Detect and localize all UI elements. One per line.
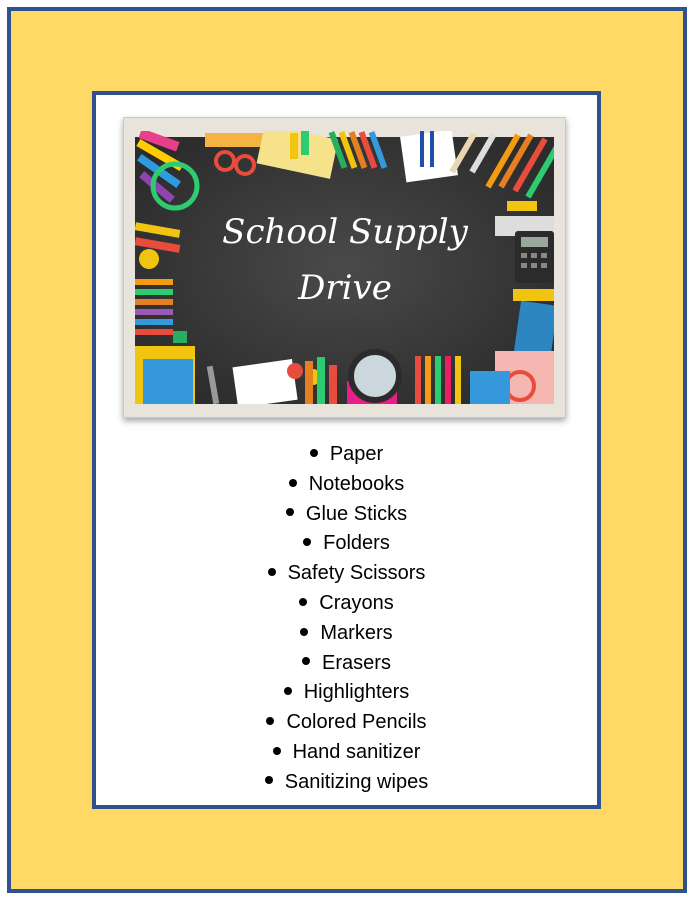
- list-item: [96, 768, 597, 798]
- list-item-label: Crayons: [319, 591, 394, 614]
- list-item-label: Folders: [323, 532, 390, 555]
- school-supply-banner: [123, 117, 566, 418]
- bullet-icon: [310, 449, 318, 457]
- list-item-label: Glue Sticks: [305, 502, 408, 525]
- list-item: [96, 678, 597, 708]
- bullet-icon: [299, 598, 307, 606]
- list-item: [96, 738, 597, 768]
- list-item: [96, 470, 597, 500]
- list-item-label: Erasers: [322, 651, 391, 674]
- bullet-icon: [284, 687, 292, 695]
- banner-title-line1: School Supply: [222, 212, 468, 252]
- list-item: [96, 649, 597, 679]
- bullet-icon: [302, 657, 310, 665]
- chalkboard-image: [135, 131, 554, 404]
- bullet-icon: [265, 776, 273, 784]
- bullet-icon: [286, 508, 294, 516]
- bullet-icon: [268, 568, 276, 576]
- bullet-icon: [266, 717, 274, 725]
- bullet-icon: [303, 538, 311, 546]
- list-item-label: Highlighters: [303, 681, 410, 704]
- list-item-label: Hand sanitizer: [292, 740, 421, 763]
- list-item: [96, 529, 597, 559]
- list-item-label: Notebooks: [308, 472, 405, 495]
- list-item-label: Markers: [320, 621, 393, 644]
- list-item-label: Colored Pencils: [286, 711, 427, 734]
- banner-title-line2: Drive: [298, 268, 392, 308]
- list-item: [96, 440, 597, 470]
- list-item: [96, 708, 597, 738]
- list-item: [96, 589, 597, 619]
- bullet-icon: [300, 628, 308, 636]
- bullet-icon: [289, 479, 297, 487]
- list-item-label: Sanitizing wipes: [284, 770, 429, 793]
- bullet-icon: [273, 747, 281, 755]
- list-item: [96, 559, 597, 589]
- list-item-label: Safety Scissors: [287, 562, 426, 585]
- list-item: [96, 619, 597, 649]
- list-item-label: Paper: [329, 443, 384, 465]
- list-item: [96, 500, 597, 530]
- supply-list: [96, 440, 597, 798]
